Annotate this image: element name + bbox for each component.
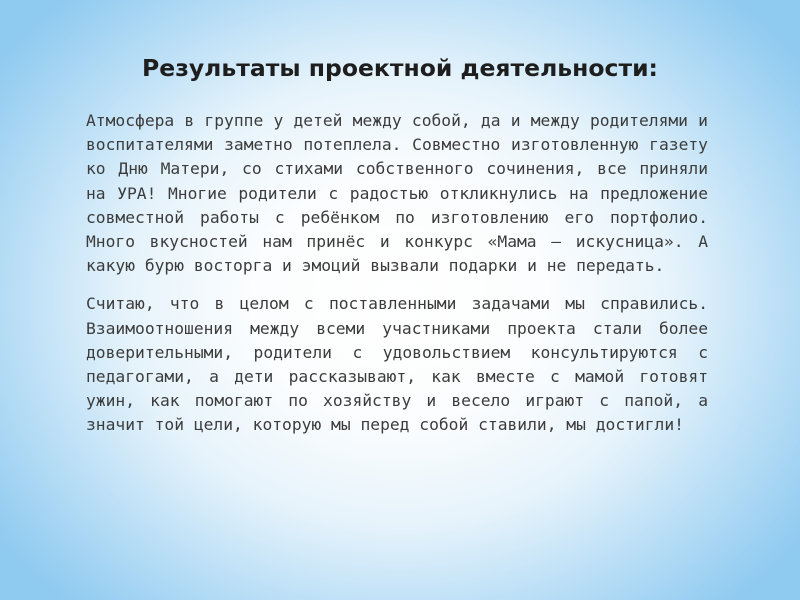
slide-body xyxy=(86,109,708,438)
body-paragraph-atmosphere: Атмосфера в группе у детей между собой, да и между родителями и воспитателями заметно потеплела. Совместно изготовленную газету ко Дню Матери, со стихами собственного сочинения, все приняли на УРА! Многие родители с радостью откликнулись на предложение совместной работы с ребёнком по изготовлению его портфолио. Много вкусностей нам принёс и конкурс «Мама – искусница». А какую бурю восторга и эмоций вызвали подарки и не передать. xyxy=(86,111,708,276)
slide-title: Результаты проектной деятельности: xyxy=(142,54,658,82)
body-paragraph-conclusion: Считаю, что в целом с поставленными задачами мы справились. Взаимоотношения между всеми участниками проекта стали более доверительными, родители с удовольствием консультируются с педагогами, а дети рассказывают, как вместе с мамой готовят ужин, как помогают по хозяйству и весело играют с папой, а значит той цели, которую мы перед собой ставили, мы достигли! xyxy=(86,294,708,435)
